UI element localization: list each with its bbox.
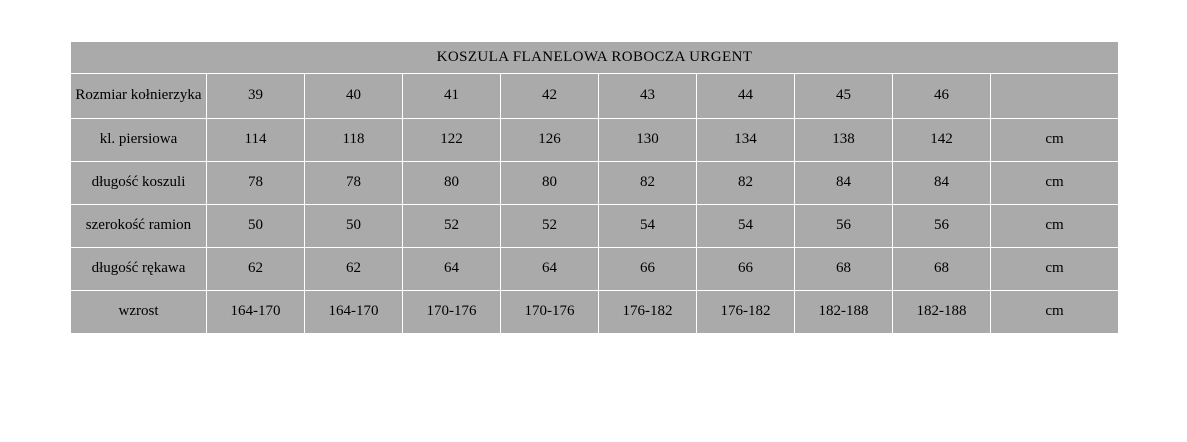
header-size-44: 44 (697, 74, 795, 119)
cell-sleeve-length-46: 68 (893, 248, 991, 291)
cell-shirt-length-46: 84 (893, 162, 991, 205)
cell-height-39: 164-170 (207, 291, 305, 334)
size-chart-container (70, 41, 1118, 334)
cell-sleeve-length-39: 62 (207, 248, 305, 291)
row-unit-height: cm (991, 291, 1119, 334)
cell-shirt-length-44: 82 (697, 162, 795, 205)
cell-shoulder-width-40: 50 (305, 205, 403, 248)
table-row (71, 205, 1119, 248)
header-size-39: 39 (207, 74, 305, 119)
row-label-chest: kl. piersiowa (71, 119, 207, 162)
table-header-row (71, 74, 1119, 119)
header-size-42: 42 (501, 74, 599, 119)
cell-chest-45: 138 (795, 119, 893, 162)
cell-shoulder-width-45: 56 (795, 205, 893, 248)
cell-chest-44: 134 (697, 119, 795, 162)
cell-chest-40: 118 (305, 119, 403, 162)
cell-chest-41: 122 (403, 119, 501, 162)
cell-height-45: 182-188 (795, 291, 893, 334)
cell-shoulder-width-43: 54 (599, 205, 697, 248)
cell-chest-42: 126 (501, 119, 599, 162)
cell-sleeve-length-45: 68 (795, 248, 893, 291)
cell-shoulder-width-44: 54 (697, 205, 795, 248)
cell-shoulder-width-39: 50 (207, 205, 305, 248)
cell-chest-46: 142 (893, 119, 991, 162)
cell-sleeve-length-41: 64 (403, 248, 501, 291)
row-label-height: wzrost (71, 291, 207, 334)
row-unit-sleeve-length: cm (991, 248, 1119, 291)
cell-sleeve-length-44: 66 (697, 248, 795, 291)
cell-shirt-length-42: 80 (501, 162, 599, 205)
header-size-41: 41 (403, 74, 501, 119)
cell-shirt-length-45: 84 (795, 162, 893, 205)
row-unit-shirt-length: cm (991, 162, 1119, 205)
header-size-46: 46 (893, 74, 991, 119)
cell-height-42: 170-176 (501, 291, 599, 334)
header-label-collar-size: Rozmiar kołnierzyka (71, 74, 207, 119)
row-label-shirt-length: długość koszuli (71, 162, 207, 205)
cell-shirt-length-43: 82 (599, 162, 697, 205)
cell-shoulder-width-46: 56 (893, 205, 991, 248)
cell-height-40: 164-170 (305, 291, 403, 334)
row-label-sleeve-length: długość rękawa (71, 248, 207, 291)
row-unit-chest: cm (991, 119, 1119, 162)
cell-height-43: 176-182 (599, 291, 697, 334)
cell-sleeve-length-40: 62 (305, 248, 403, 291)
cell-height-46: 182-188 (893, 291, 991, 334)
cell-shirt-length-40: 78 (305, 162, 403, 205)
cell-sleeve-length-43: 66 (599, 248, 697, 291)
header-unit-cell (991, 74, 1119, 119)
cell-height-41: 170-176 (403, 291, 501, 334)
row-label-shoulder-width: szerokość ramion (71, 205, 207, 248)
cell-shirt-length-41: 80 (403, 162, 501, 205)
table-row (71, 248, 1119, 291)
cell-shoulder-width-41: 52 (403, 205, 501, 248)
cell-shirt-length-39: 78 (207, 162, 305, 205)
header-size-40: 40 (305, 74, 403, 119)
header-size-43: 43 (599, 74, 697, 119)
cell-height-44: 176-182 (697, 291, 795, 334)
row-unit-shoulder-width: cm (991, 205, 1119, 248)
table-title-row (71, 42, 1119, 74)
table-row (71, 162, 1119, 205)
table-row (71, 291, 1119, 334)
header-size-45: 45 (795, 74, 893, 119)
cell-shoulder-width-42: 52 (501, 205, 599, 248)
size-chart-table (70, 41, 1119, 334)
page-title: KOSZULA FLANELOWA ROBOCZA URGENT (71, 42, 1119, 74)
table-row (71, 119, 1119, 162)
cell-chest-43: 130 (599, 119, 697, 162)
cell-sleeve-length-42: 64 (501, 248, 599, 291)
cell-chest-39: 114 (207, 119, 305, 162)
